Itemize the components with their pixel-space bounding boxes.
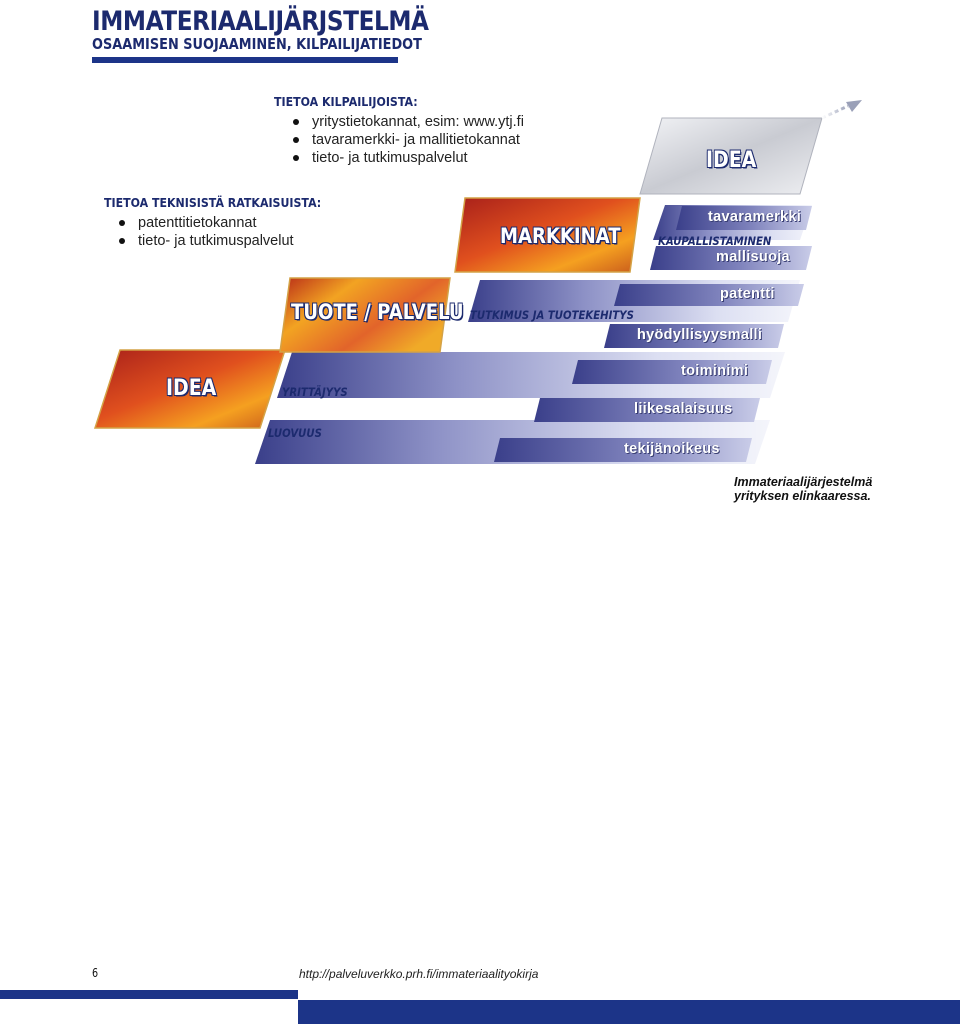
chip-patentti [614, 284, 804, 306]
ip-label-toiminimi: toiminimi [681, 363, 749, 379]
ip-label-patentti: patentti [720, 286, 775, 302]
stage-label-kaupallistaminen: KAUPALLISTAMINEN [658, 234, 772, 248]
footer-bar-right [298, 1000, 960, 1024]
stage-label-yrittajyys: YRITTÄJYYS [282, 385, 348, 399]
future-arrow-line [822, 106, 848, 118]
list-item: yritystietokannat, esim: www.ytj.fi [290, 113, 524, 131]
banner-label-idea-start: IDEA [166, 376, 217, 401]
ip-label-tavaramerkki: tavaramerkki [708, 209, 802, 225]
stage-label-luovuus: LUOVUUS [268, 426, 322, 440]
caption-line-2: yrityksen elinkaaressa. [734, 489, 871, 503]
banner-label-idea-end: IDEA [706, 148, 757, 173]
technical-info-heading: TIETOA TEKNISISTÄ RATKAISUISTA: [104, 195, 322, 210]
future-arrow-head [846, 100, 862, 112]
figure-caption [734, 475, 872, 503]
stage-label-tutkimus: TUTKIMUS JA TUOTEKEHITYS [470, 308, 634, 322]
list-item: patenttitietokannat [116, 214, 294, 232]
ip-label-mallisuoja: mallisuoja [716, 249, 790, 265]
caption-line-1: Immateriaalijärjestelmä [734, 475, 873, 489]
page-subtitle: OSAAMISEN SUOJAAMINEN, KILPAILIJATIEDOT [92, 35, 422, 53]
page-number: 6 [92, 966, 99, 980]
competitor-info-heading: TIETOA KILPAILIJOISTA: [274, 94, 418, 109]
banner-label-tuote: TUOTE / PALVELU [291, 300, 464, 324]
footer-url-link[interactable]: http://palveluverkko.prh.fi/immateriaalityokirja [299, 967, 539, 981]
list-item: tavaramerkki- ja mallitietokannat [290, 131, 524, 149]
banner-label-markkinat: MARKKINAT [500, 224, 621, 248]
list-item: tieto- ja tutkimuspalvelut [290, 149, 524, 167]
page-title: IMMATERIAALIJÄRJSTELMÄ [92, 6, 429, 37]
ip-label-tekijanoikeus: tekijänoikeus [624, 441, 720, 457]
ip-label-liikesalaisuus: liikesalaisuus [634, 401, 733, 417]
footer-bar-left [0, 990, 298, 999]
ip-label-hyodyllisyysmalli: hyödyllisyysmalli [637, 327, 763, 343]
list-item: tieto- ja tutkimuspalvelut [116, 232, 294, 250]
